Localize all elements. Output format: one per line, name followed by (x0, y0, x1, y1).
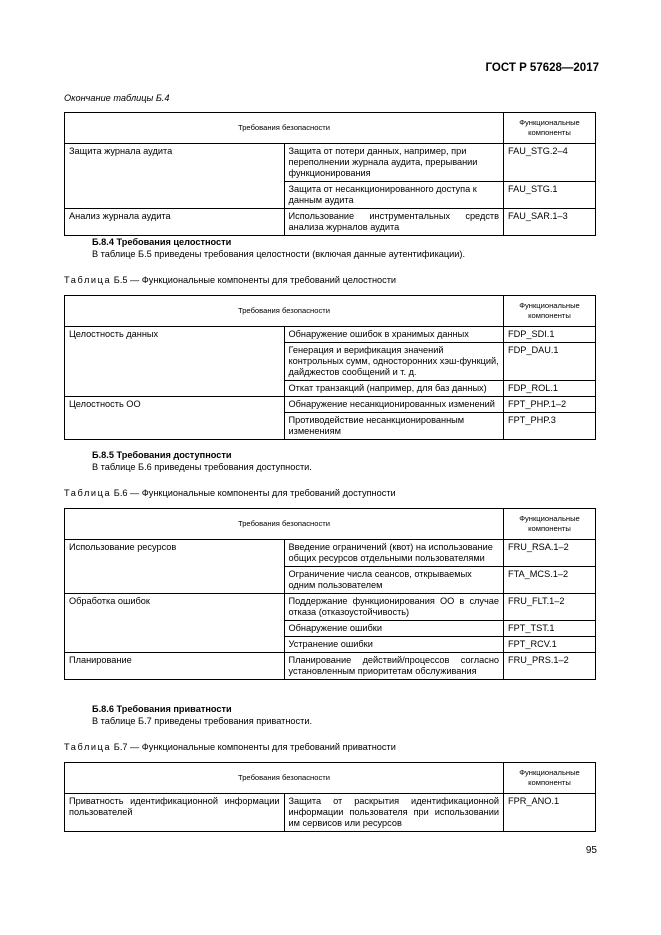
group-cell (65, 381, 285, 397)
section-title: Б.8.4 Требования целостности (92, 237, 232, 247)
group-cell: Целостность данных (65, 327, 285, 343)
group-cell: Приватность идентификационной информации пользователей (65, 794, 285, 832)
table-b6 (64, 508, 596, 680)
table-header (65, 113, 596, 144)
component-cell: FPT_PHP.1–2 (504, 397, 596, 413)
table-row (65, 209, 596, 236)
group-cell (65, 343, 285, 381)
component-cell: FPT_PHP.3 (504, 413, 596, 440)
table-row (65, 653, 596, 680)
group-cell (65, 413, 285, 440)
caption-label: Таблица (64, 275, 112, 285)
requirement-cell: Обнаружение ошибок в хранимых данных (284, 327, 504, 343)
requirement-cell: Использование инструментальных средств анализа журналов аудита (284, 209, 504, 236)
requirement-cell: Устранение ошибки (284, 637, 504, 653)
component-cell: FPT_RCV.1 (504, 637, 596, 653)
requirement-cell: Введение ограничений (квот) на использование общих ресурсов отдельными пользователями (284, 540, 504, 567)
requirement-cell: Ограничение числа сеансов, открываемых одним пользователем (284, 567, 504, 594)
requirement-cell: Откат транзакций (например, для баз данных) (284, 381, 504, 397)
table-row (65, 567, 596, 594)
table-b7-caption (64, 742, 396, 752)
table-header (65, 763, 596, 794)
component-cell: FAU_STG.1 (504, 182, 596, 209)
caption-text: Б.6 — Функциональные компоненты для требований доступности (113, 488, 396, 498)
table-row (65, 381, 596, 397)
component-cell: FRU_FLT.1–2 (504, 594, 596, 621)
table-row (65, 637, 596, 653)
header-components: Функциональные компоненты (504, 296, 596, 327)
requirement-cell: Генерация и верификация значений контрольных сумм, односторонних хэш-функций, дайджестов сообщений и т. д. (284, 343, 504, 381)
component-cell: FPT_TST.1 (504, 621, 596, 637)
table-row (65, 327, 596, 343)
table-header (65, 509, 596, 540)
component-cell: FAU_SAR.1–3 (504, 209, 596, 236)
component-cell: FPR_ANO.1 (504, 794, 596, 832)
caption-text: Б.5 — Функциональные компоненты для требований целостности (113, 275, 397, 285)
requirement-cell: Защита от потери данных, например, при переполнении журнала аудита, прерывании функционирования (284, 144, 504, 182)
table-b4-caption: Окончание таблицы Б.4 (64, 93, 170, 103)
group-cell (65, 621, 285, 637)
section-title: Б.8.6 Требования приватности (92, 704, 232, 714)
table-row (65, 343, 596, 381)
header-components: Функциональные компоненты (504, 509, 596, 540)
component-cell: FRU_RSA.1–2 (504, 540, 596, 567)
requirement-cell: Защита от несанкционированного доступа к данным аудита (284, 182, 504, 209)
group-cell (65, 567, 285, 594)
table-row (65, 621, 596, 637)
requirement-cell: Поддержание функционирования ОО в случае отказа (отказоустойчивость) (284, 594, 504, 621)
document-id: ГОСТ Р 57628—2017 (485, 62, 599, 74)
component-cell: FDP_DAU.1 (504, 343, 596, 381)
caption-label: Таблица (64, 488, 112, 498)
table-row (65, 182, 596, 209)
requirement-cell: Защита от раскрытия идентификационной информации пользователя при использовании им сервисов или ресурсов (284, 794, 504, 832)
section-b85 (92, 449, 312, 473)
group-cell (65, 637, 285, 653)
table-b7 (64, 762, 596, 832)
page-number: 95 (585, 845, 597, 856)
caption-label: Таблица (64, 742, 112, 752)
component-cell: FDP_ROL.1 (504, 381, 596, 397)
section-text: В таблице Б.7 приведены требования приватности. (92, 716, 313, 726)
table-row (65, 413, 596, 440)
table-b6-caption (64, 488, 396, 498)
header-components: Функциональные компоненты (504, 763, 596, 794)
requirement-cell: Противодействие несанкционированным изменениям (284, 413, 504, 440)
header-requirements: Требования безопасности (65, 763, 504, 794)
table-row (65, 594, 596, 621)
requirement-cell: Обнаружение ошибки (284, 621, 504, 637)
section-text: В таблице Б.6 приведены требования доступности. (92, 462, 312, 472)
group-cell: Обработка ошибок (65, 594, 285, 621)
section-b84 (92, 236, 465, 260)
table-b4 (64, 112, 596, 236)
component-cell: FAU_STG.2–4 (504, 144, 596, 182)
group-cell: Планирование (65, 653, 285, 680)
component-cell: FDP_SDI.1 (504, 327, 596, 343)
requirement-cell: Обнаружение несанкционированных изменений (284, 397, 504, 413)
group-cell: Защита журнала аудита (65, 144, 285, 182)
group-cell: Анализ журнала аудита (65, 209, 285, 236)
component-cell: FRU_PRS.1–2 (504, 653, 596, 680)
table-header (65, 296, 596, 327)
table-row (65, 144, 596, 182)
group-cell: Целостность ОО (65, 397, 285, 413)
requirement-cell: Планирование действий/процессов согласно установленным приоритетам обслуживания (284, 653, 504, 680)
table-row (65, 540, 596, 567)
caption-text: Б.7 — Функциональные компоненты для требований приватности (113, 742, 396, 752)
group-cell (65, 182, 285, 209)
section-title: Б.8.5 Требования доступности (92, 450, 232, 460)
table-b5 (64, 295, 596, 440)
group-cell: Использование ресурсов (65, 540, 285, 567)
section-b86 (92, 703, 312, 727)
header-requirements: Требования безопасности (65, 113, 504, 144)
table-b5-caption (64, 275, 396, 285)
header-requirements: Требования безопасности (65, 296, 504, 327)
header-components: Функциональные компоненты (504, 113, 596, 144)
component-cell: FTA_MCS.1–2 (504, 567, 596, 594)
table-row (65, 794, 596, 832)
header-requirements: Требования безопасности (65, 509, 504, 540)
table-row (65, 397, 596, 413)
section-text: В таблице Б.5 приведены требования целостности (включая данные аутентификации). (92, 249, 466, 259)
